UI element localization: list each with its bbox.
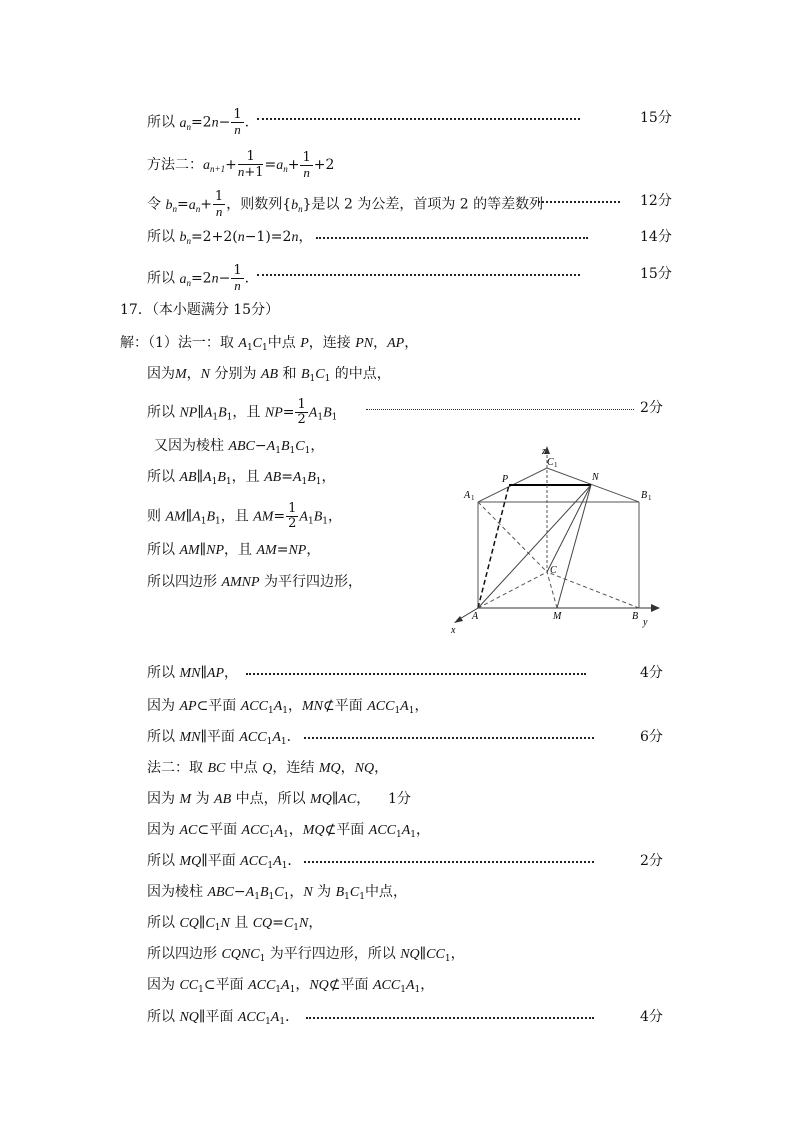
text-because: 因为 (147, 977, 175, 993)
score-12: 12分 (640, 193, 672, 209)
label-c1-sub: 1 (554, 461, 558, 469)
text-and-also: ，且 (220, 508, 249, 525)
fraction-1-over-2: $\frac{1}{2}$ (297, 397, 306, 427)
line-bn-value: 所以 $b_n=2+2(n-1)=2n$， (147, 229, 313, 246)
text-plane: 平面 (207, 853, 236, 869)
label-b1-sub: 1 (648, 494, 652, 502)
line-mq-parallel-plane: 所以 MQ∥平面 $ACC_1A_1$． (147, 853, 302, 871)
score-14: 14分 (640, 229, 672, 245)
text-para-so: 为平行四边形，所以 (269, 946, 396, 962)
label-b: B (632, 611, 639, 622)
line-method-two: 法二：取 BC 中点 Q，连结 MQ，NQ， (147, 760, 389, 776)
text-because: 因为 (147, 366, 175, 382)
text-connect: ，连接 (308, 335, 351, 351)
text-then-seq: ，则数列{ (226, 196, 292, 213)
text-so: 所以 (147, 469, 175, 485)
line-mn-parallel-plane: 所以 MN∥平面 $ACC_1A_1$． (147, 729, 301, 747)
label-c: C (550, 565, 557, 576)
text-then: 则 (147, 508, 161, 525)
line-method-2: 方法二：$a_{n+1}+$ $\frac{1}{n+1}$ $=a_n+$ $\frac{1}{n}$ +2 (147, 149, 335, 180)
text-solution: 解：（1）法一：取 (120, 335, 234, 351)
score-6: 6分 (640, 729, 663, 745)
leader-dots (257, 118, 580, 120)
line-solution-start: 解：（1）法一：取 $A_1C_1$中点 P，连接 PN，AP， (120, 335, 419, 353)
text-so: 所以 (147, 915, 175, 931)
label-b1: B (641, 490, 648, 501)
label-a1: A (464, 490, 471, 501)
text-plane: 平面 (209, 822, 238, 838)
text-method-two: 法二：取 (147, 760, 203, 776)
line-mn-midpoints: 因为M，N 分别为 AB 和 $B_1C_1$ 的中点， (147, 366, 391, 384)
text-also-prism: 又因为棱柱 (154, 438, 224, 454)
line-cc1-in-plane: 因为 $CC_1\subset$平面 $ACC_1A_1$，NQ⊄平面 $ACC_1A_1$， (147, 977, 435, 995)
fraction-1-over-2: $\frac{1}{2}$ (288, 501, 297, 531)
label-c1: C (547, 457, 554, 468)
text-plane: 平面 (334, 698, 363, 714)
score-2: 2分 (640, 853, 663, 869)
line-let-bn: 令 $b_n=a_n+$ $\frac{1}{n}$ ，则数列$\{b_n\}$是以 2 为公差，首项为 2 的等差数列 (147, 189, 544, 219)
fraction-1-over-n: $\frac{1}{n}$ (214, 189, 224, 219)
line-nq-parallel-plane: 所以 NQ∥平面 $ACC_1A_1$． (147, 1009, 300, 1027)
text-midpoint: 中点 (364, 884, 393, 900)
label-m: M (553, 611, 562, 622)
score-4: 4分 (640, 1009, 663, 1025)
text-are-midpoints: 的中点， (334, 366, 391, 382)
question-17-header: 17．（本小题满分 15分） (120, 302, 280, 318)
text-mid-so: 中点，所以 (235, 791, 306, 807)
label-p: P (502, 474, 509, 485)
score-15: 15分 (640, 266, 672, 282)
text-plane: 平面 (215, 977, 244, 993)
text-let: 令 (147, 196, 161, 213)
label-z: z (542, 446, 546, 457)
leader-dots (306, 1017, 594, 1019)
label-y: y (643, 617, 648, 628)
text-is: 为 (317, 884, 332, 900)
line-am-np: 所以 AM∥NP，且 AM=NP， (147, 542, 321, 558)
text-and: 和 (282, 366, 297, 382)
text-plane: 平面 (206, 729, 235, 745)
text-respectively: 分别为 (214, 366, 257, 382)
line-ac-in-plane: 因为 AC⊂平面 $ACC_1A_1$，MQ⊄平面 $ACC_1A_1$， (147, 822, 431, 840)
text-and-also: ，且 (224, 542, 253, 558)
leader-dots (304, 861, 594, 863)
text-because: 因为 (147, 698, 175, 714)
line-ap-in-plane: 因为 AP⊂平面 $ACC_1A_1$，MN⊄平面 $ACC_1A_1$， (147, 698, 429, 716)
text-so: 所以 (147, 114, 175, 131)
text-so: 所以 (147, 853, 175, 869)
line-cqnc1: 所以四边形 $CQNC_1$ 为平行四边形，所以 $NQ\parallel CC_1$， (147, 946, 465, 964)
leader-dots (304, 737, 594, 739)
line-ab-parallel: 所以 $AB\parallel A_1B_1$，且 $AB=A_1B_1$， (147, 469, 336, 487)
label-n: N (592, 472, 599, 483)
leader-dots (246, 673, 586, 675)
text-plane: 平面 (208, 698, 237, 714)
text-and-also: ，且 (231, 469, 260, 485)
line-am-parallel: 则 $AM\parallel A_1B_1$，且 AM= $\frac{1}{2}$ $A_1B_1$， (147, 501, 343, 531)
leader-dots (316, 237, 588, 239)
text-because: 因为 (147, 791, 175, 807)
text-midpoint: 中点 (229, 760, 258, 776)
fraction-1-over-n: $\frac{1}{n}$ (302, 149, 311, 180)
text-is-parallelogram: 为平行四边形， (264, 574, 363, 590)
text-because: 因为 (147, 822, 175, 838)
text-plane: 平面 (205, 1009, 234, 1025)
text-so: 所以 (147, 229, 175, 245)
text-connect: ，连结 (272, 760, 315, 776)
line-np-parallel: 所以 $NP\parallel A_1B_1$，且 NP= $\frac{1}{2}$ $A_1B_1$ (147, 397, 338, 427)
line-mq-ac: 因为 M 为 AB 中点，所以 MQ∥AC， 1分 (147, 791, 411, 807)
leader-dots (257, 274, 580, 276)
method-2-label: 方法二： (147, 157, 203, 173)
label-a1-sub: 1 (471, 494, 475, 502)
fraction-1-over-n: $\frac{1}{n}$ (233, 263, 242, 293)
text-is: 为 (195, 791, 210, 807)
fraction-1-over-n1: $\frac{1}{n+1}$ (237, 149, 264, 180)
score-1-inline: 1分 (388, 791, 411, 807)
text-plane: 平面 (336, 822, 365, 838)
text-plane: 平面 (340, 977, 369, 993)
label-x: x (451, 625, 456, 636)
line-mn-ap: 所以 MN∥AP， (147, 665, 239, 681)
line-cq-c1n: 所以 $CQ\parallel C_1N$ 且 $CQ=C_1N$， (147, 915, 323, 933)
text-so-quad: 所以四边形 (147, 946, 217, 962)
line-prism-n: 因为棱柱 $ABC-A_1B_1C_1$，N 为 $B_1C_1$中点， (147, 884, 407, 902)
prism-figure (446, 440, 666, 640)
line-parallelogram: 所以四边形 AMNP 为平行四边形， (147, 574, 363, 590)
leader-dots (366, 409, 634, 410)
text-so-quad: 所以四边形 (147, 574, 217, 590)
line-an-result-1: 所以 $a_n=2n-$ $\frac{1}{n}$ . (147, 107, 250, 137)
line-an-result-2: 所以 $a_n=2n-$ $\frac{1}{n}$ . (147, 263, 250, 293)
text-so: 所以 (147, 1009, 175, 1025)
text-so: 所以 (147, 404, 175, 421)
label-a: A (472, 611, 479, 622)
text-so: 所以 (147, 542, 175, 558)
fraction-1-over-n: $\frac{1}{n}$ (233, 107, 242, 137)
text-so: 所以 (147, 665, 175, 681)
text-is-ap: }是以 2 为公差，首项为 2 的等差数列 (302, 196, 544, 213)
leader-dots (538, 201, 620, 203)
score-15: 15分 (640, 110, 672, 126)
text-so: 所以 (147, 270, 175, 287)
text-because-prism: 因为棱柱 (147, 884, 203, 900)
text-and-also: ，且 (232, 404, 261, 421)
score-4: 4分 (640, 665, 663, 681)
text-midpoint: 中点 (267, 335, 296, 351)
text-so: 所以 (147, 729, 175, 745)
score-2: 2分 (640, 400, 663, 416)
line-prism: 又因为棱柱 $ABC-A_1B_1C_1$， (154, 438, 325, 456)
